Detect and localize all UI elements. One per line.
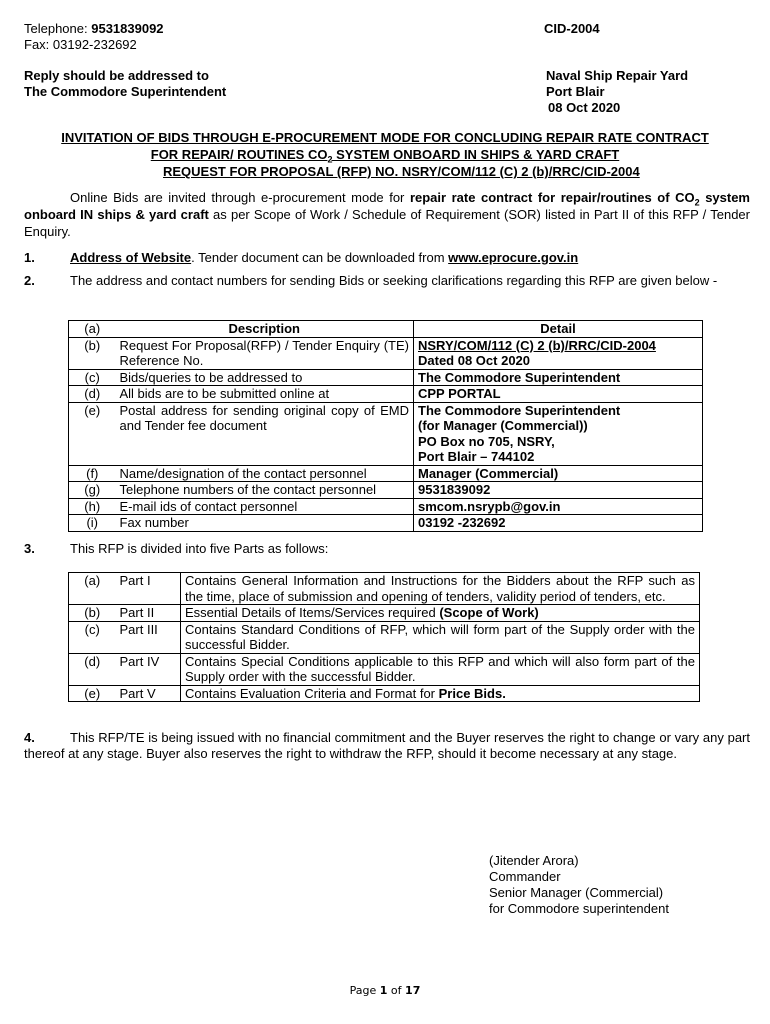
part-description: Essential Details of Items/Services required (Scope of Work) xyxy=(181,605,700,622)
row-description: Telephone numbers of the contact personnel xyxy=(116,482,414,499)
detail-line: The Commodore Superintendent xyxy=(418,369,621,385)
fax-line: Fax: 03192-232692 xyxy=(24,37,137,52)
detail-line: 03192 -232692 xyxy=(418,515,506,530)
row-description: Bids/queries to be addressed to xyxy=(116,369,414,386)
table-row xyxy=(69,337,703,369)
website-link[interactable]: www.eprocure.gov.in xyxy=(448,250,579,265)
para3-text: This RFP is divided into five Parts as follows: xyxy=(70,541,329,556)
detail-line: 9531839092 xyxy=(418,482,491,497)
table-row xyxy=(69,465,703,482)
contact-details-table xyxy=(68,320,703,532)
para2-number: 2. xyxy=(24,273,35,288)
part-label: (b) xyxy=(69,605,116,622)
detail-line: Manager (Commercial) xyxy=(418,465,559,481)
row-label: (c) xyxy=(69,369,116,386)
part-description: Contains Special Conditions applicable to this RFP and which will also form part of the Supply order with the successful Bidder. xyxy=(181,653,700,685)
part-label: (d) xyxy=(69,653,116,685)
org-line-2: Port Blair xyxy=(546,84,605,99)
row-label: (e) xyxy=(69,402,116,465)
part-name: Part V xyxy=(116,685,181,702)
para1-text: Address of Website. Tender document can be downloaded from www.eprocure.gov.in xyxy=(70,250,579,265)
part-description: Contains Evaluation Criteria and Format for Price Bids. xyxy=(181,685,700,702)
part-name: Part II xyxy=(116,605,181,622)
row-description: Postal address for sending original copy of EMD and Tender fee document xyxy=(116,402,414,465)
row-detail xyxy=(414,337,703,369)
title-line-2: FOR REPAIR/ ROUTINES $CO_2$ SYSTEM ONBOARD IN SHIPS & YARD CRAFT xyxy=(150,147,620,165)
table-row xyxy=(69,685,700,702)
row-label: (i) xyxy=(69,515,116,532)
telephone-value: 9531839092 xyxy=(91,21,164,36)
row-detail xyxy=(414,482,703,499)
para3-number: 3. xyxy=(24,541,35,556)
telephone-line xyxy=(24,21,164,37)
row-label: (d) xyxy=(69,386,116,403)
para4-number: 4. xyxy=(24,730,35,745)
table-row xyxy=(69,482,703,499)
telephone-label: Telephone: xyxy=(24,21,92,36)
para2-text: The address and contact numbers for sending Bids or seeking clarifications regarding this RFP are given below - xyxy=(70,273,718,288)
reply-line-2: The Commodore Superintendent xyxy=(24,84,227,99)
row-description: All bids are to be submitted online at xyxy=(116,386,414,403)
table-row xyxy=(69,515,703,532)
para4-text: This RFP/TE is being issued with no financial commitment and the Buyer reserves the right to change or vary any part thereof at any stage. Buyer also reserves the right to withdraw the RFP, should it become necessary at any stage. xyxy=(24,730,750,761)
table-row xyxy=(69,621,700,653)
row-detail xyxy=(414,386,703,403)
table-row xyxy=(69,653,700,685)
para1-number: 1. xyxy=(24,250,35,265)
row-detail xyxy=(414,465,703,482)
part-description: Contains General Information and Instructions for the Bidders about the RFP such as the time, place of submission and opening of tenders, validity period of tenders, etc. xyxy=(181,573,700,605)
table-row xyxy=(69,386,703,403)
table-row xyxy=(69,498,703,515)
part-name: Part IV xyxy=(116,653,181,685)
signatory-for: for Commodore superintendent xyxy=(489,901,669,916)
row-description: Fax number xyxy=(116,515,414,532)
detail-line: (for Manager (Commercial)) xyxy=(418,418,588,433)
signatory-name: (Jitender Arora) xyxy=(489,853,579,868)
part-label: (a) xyxy=(69,573,116,605)
row-description: Name/designation of the contact personnel xyxy=(116,465,414,482)
table-row xyxy=(69,369,703,386)
detail-line: CPP PORTAL xyxy=(418,386,501,401)
table-row xyxy=(69,605,700,622)
rfp-number: REQUEST FOR PROPOSAL (RFP) NO. NSRY/COM/112 (C) 2 (b)/RRC/CID-2004 xyxy=(163,164,640,179)
part-label: (e) xyxy=(69,685,116,702)
intro-paragraph: Online Bids are invited through e-procurement mode for repair rate contract for repair/routines of $CO_2$ system onboard IN ships & yard craft as per Scope of Work / Schedule of Requirement (SOR) listed in Part II of this RFP / Tender Enquiry. xyxy=(24,190,750,239)
detail-line: smcom.nsrypb@gov.in xyxy=(418,498,561,514)
row-detail xyxy=(414,402,703,465)
part-description: Contains Standard Conditions of RFP, which will form part of the Supply order with the successful Bidder. xyxy=(181,621,700,653)
row-detail xyxy=(414,369,703,386)
table-row xyxy=(69,402,703,465)
detail-line: PO Box no 705, NSRY, xyxy=(418,433,555,449)
table-row xyxy=(69,573,700,605)
detail-line: Dated 08 Oct 2020 xyxy=(418,353,531,368)
detail-line: NSRY/COM/112 (C) 2 (b)/RRC/CID-2004 xyxy=(418,337,656,353)
row-detail xyxy=(414,498,703,515)
row-label: (b) xyxy=(69,337,116,369)
row-detail xyxy=(414,515,703,532)
row-description: E-mail ids of contact personnel xyxy=(116,498,414,515)
para1-heading: Address of Website xyxy=(70,250,192,265)
part-label: (c) xyxy=(69,621,116,653)
row-description: Request For Proposal(RFP) / Tender Enquiry (TE) Reference No. xyxy=(116,337,414,369)
cid-number: CID-2004 xyxy=(544,21,600,36)
rfp-parts-table xyxy=(68,572,700,702)
part-name: Part III xyxy=(116,621,181,653)
detail-line: Port Blair – 744102 xyxy=(418,449,535,464)
para1 xyxy=(24,250,35,266)
detail-line: The Commodore Superintendent xyxy=(418,402,621,418)
signatory-rank: Commander xyxy=(489,869,561,884)
org-line-1: Naval Ship Repair Yard xyxy=(546,68,689,83)
row-label: (h) xyxy=(69,498,116,515)
reply-line-1: Reply should be addressed to xyxy=(24,68,209,83)
row-label: (g) xyxy=(69,482,116,499)
title-line-1: INVITATION OF BIDS THROUGH E-PROCUREMENT MODE FOR CONCLUDING REPAIR RATE CONTRACT xyxy=(61,130,709,145)
letter-date: 08 Oct 2020 xyxy=(548,100,621,115)
signatory-title: Senior Manager (Commercial) xyxy=(489,885,664,900)
table-header-row: (a) Description Detail xyxy=(69,321,703,338)
row-label: (f) xyxy=(69,465,116,482)
part-name: Part I xyxy=(116,573,181,605)
signature-block xyxy=(489,853,669,917)
page-footer: Page 1 of 17 xyxy=(349,984,421,997)
